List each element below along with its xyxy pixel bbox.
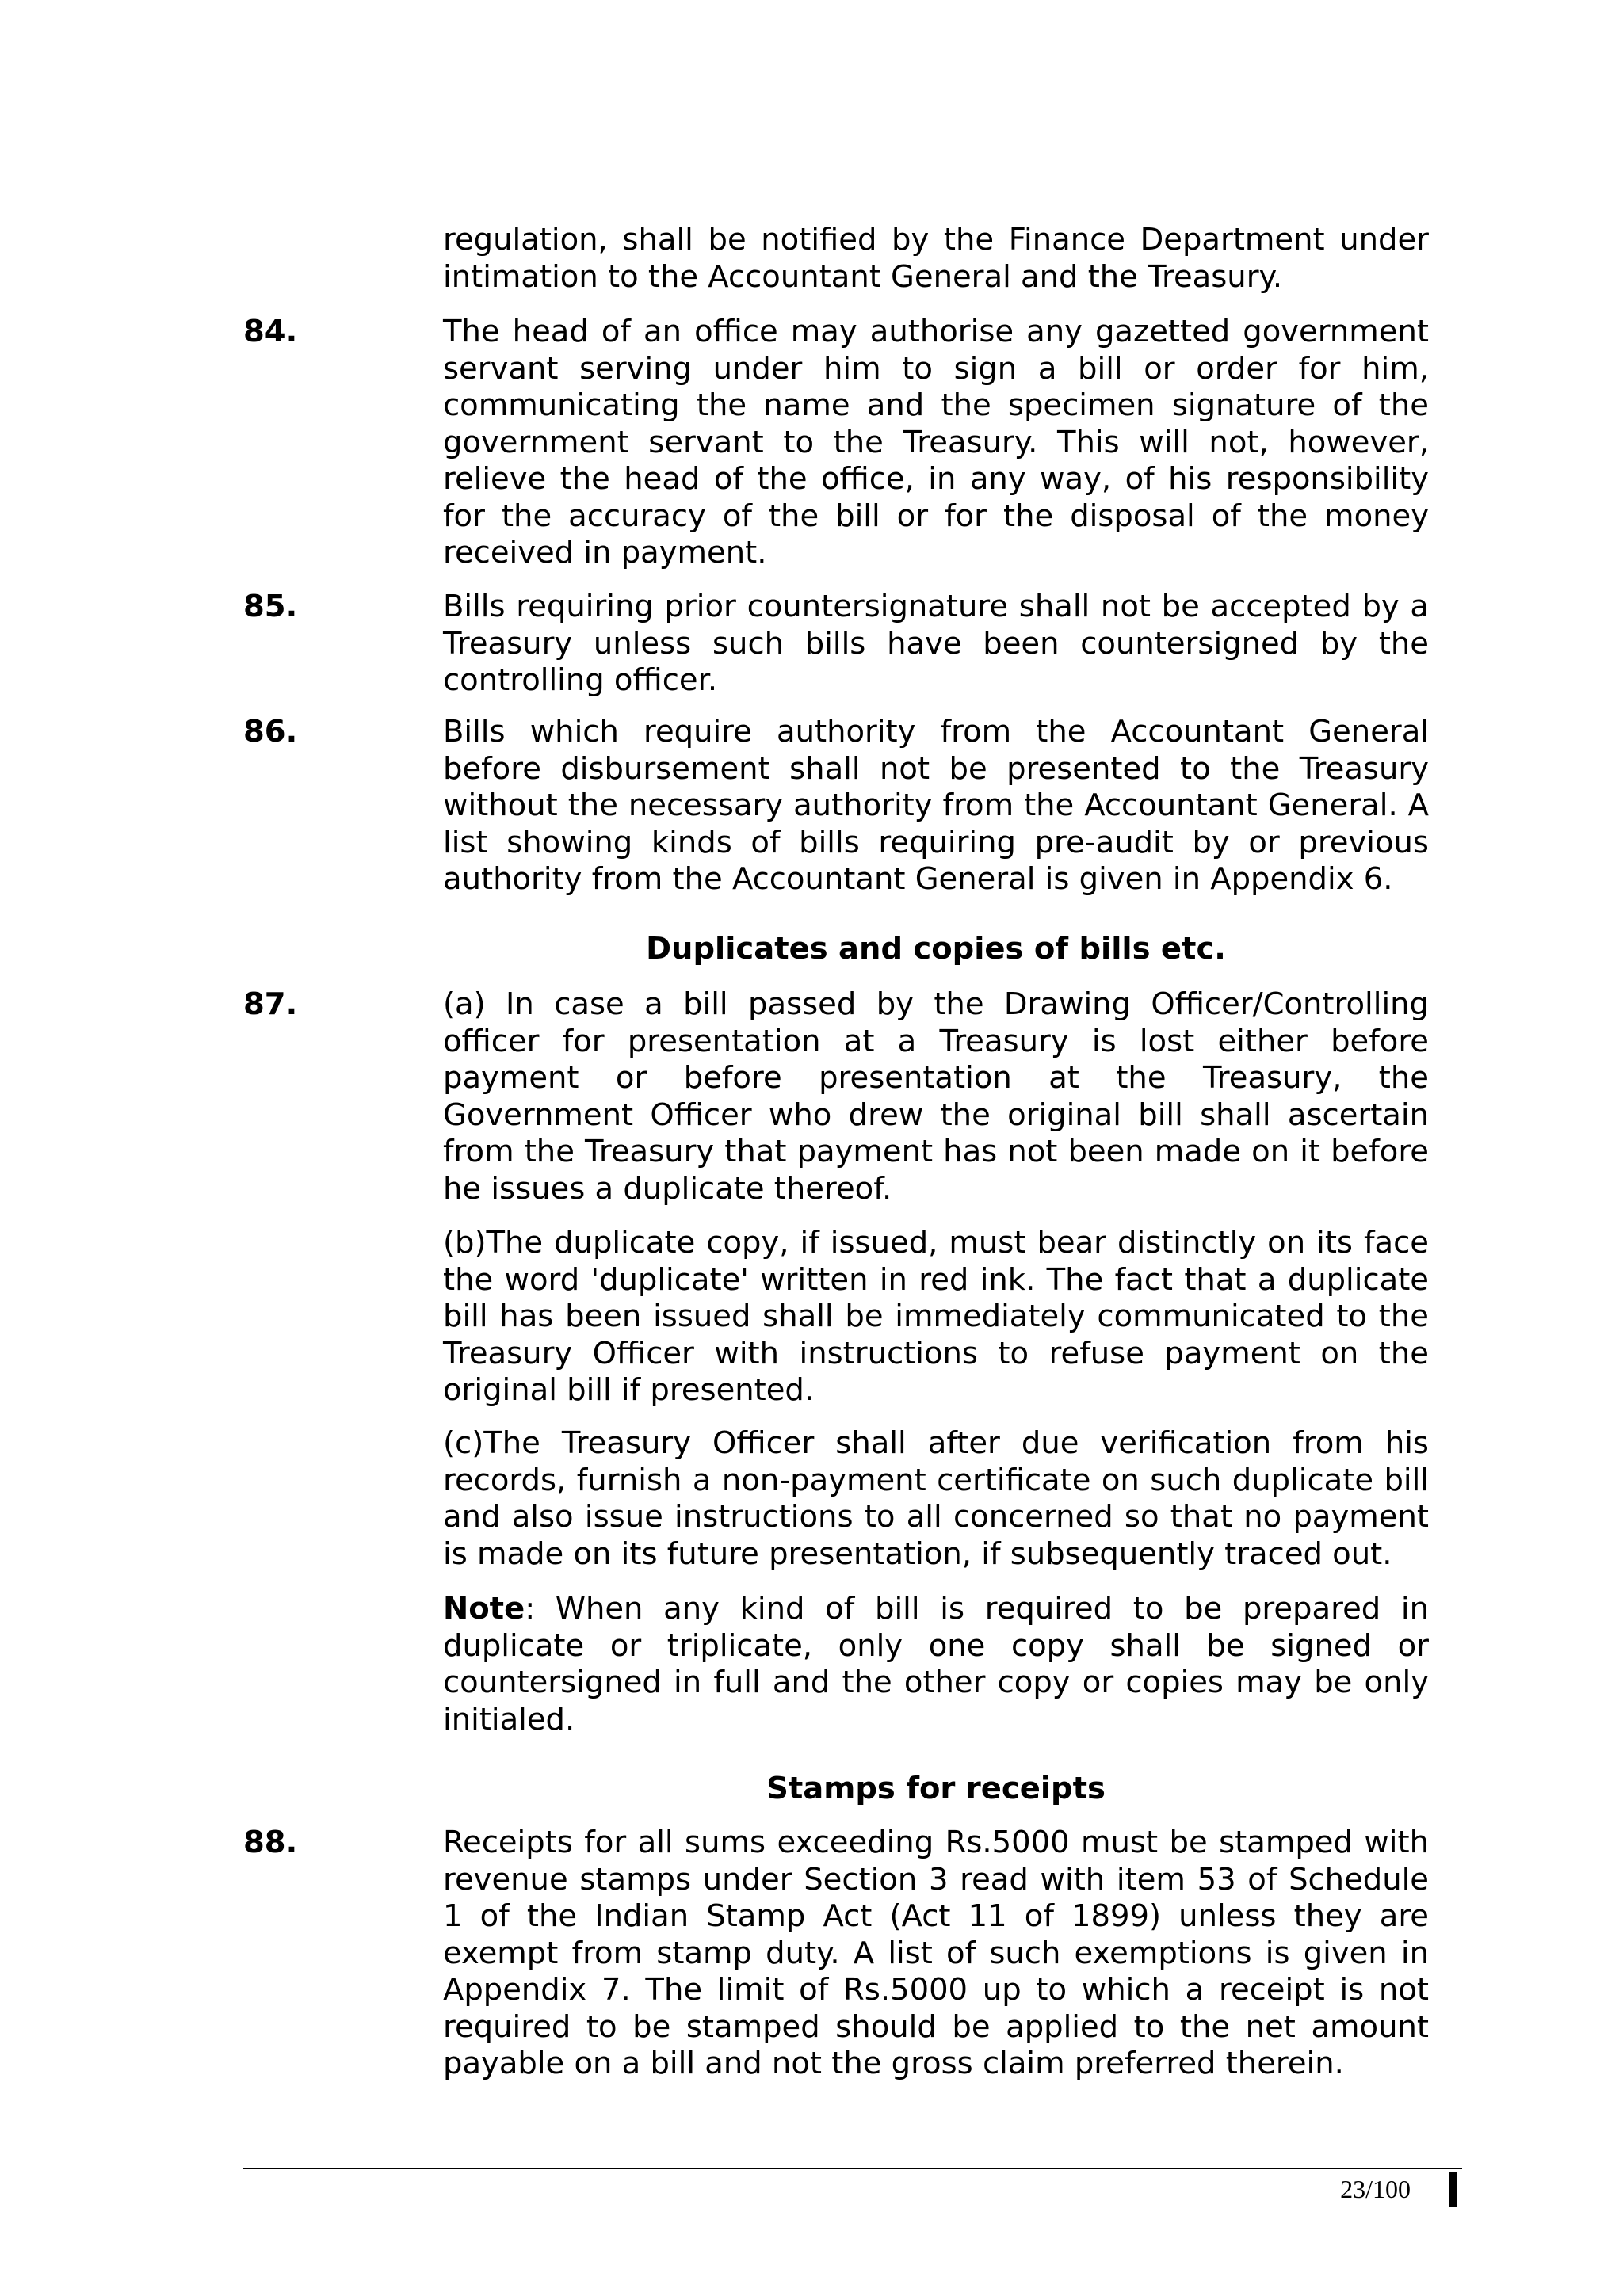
note-text: : When any kind of bill is required to be prepared in duplicate or triplicate, only one copy shall be signed or countersigned in full and the other copy or copies may be only initialed. bbox=[443, 1591, 1429, 1737]
heading-duplicates: Duplicates and copies of bills etc. bbox=[646, 931, 1226, 967]
intro-paragraph: regulation, shall be notified by the Finance Department under intimation to the Accountant General and the Treasury. bbox=[443, 222, 1429, 295]
section-87-note bbox=[443, 1591, 1429, 1738]
section-84-number: 84. bbox=[243, 314, 298, 349]
footer-rule bbox=[243, 2168, 1462, 2169]
section-87-number: 87. bbox=[243, 986, 298, 1022]
section-87-para-c: (c)The Treasury Officer shall after due verification from his records, furnish a non-payment certificate on such duplicate bill and also issue instructions to all concerned so that no payment is made on its future presentation, if subsequently traced out. bbox=[443, 1425, 1429, 1572]
section-85-number: 85. bbox=[243, 589, 298, 624]
footer-bar bbox=[1449, 2172, 1457, 2207]
section-86-text: Bills which require authority from the Accountant General before disbursement shall not be presented to the Treasury without the necessary authority from the Accountant General. A list showing kinds of bills requiring pre-audit by or previous authority from the Accountant General is given in Appendix 6. bbox=[443, 714, 1429, 897]
section-86-number: 86. bbox=[243, 714, 298, 749]
section-88-number: 88. bbox=[243, 1825, 298, 1860]
section-87-para-a: (a) In case a bill passed by the Drawing Officer/Controlling officer for presentation at a Treasury is lost either before payment or before presentation at the Treasury, the Government Officer who drew the original bill shall ascertain from the Treasury that payment has not been made on it before he issues a duplicate thereof. bbox=[443, 986, 1429, 1207]
section-88-text: Receipts for all sums exceeding Rs.5000 must be stamped with revenue stamps under Section 3 read with item 53 of Schedule 1 of the Indian Stamp Act (Act 11 of 1899) unless they are exempt from stamp duty. A list of such exemptions is given in Appendix 7. The limit of Rs.5000 up to which a receipt is not required to be stamped should be applied to the net amount payable on a bill and not the gross claim preferred therein. bbox=[443, 1825, 1429, 2081]
heading-stamps: Stamps for receipts bbox=[766, 1771, 1106, 1806]
note-label: Note bbox=[443, 1591, 525, 1627]
section-87-para-b: (b)The duplicate copy, if issued, must bear distinctly on its face the word 'duplicate' written in red ink. The fact that a duplicate bill has been issued shall be immediately communicated to the Treasury Officer with instructions to refuse payment on the original bill if presented. bbox=[443, 1225, 1429, 1408]
section-85-text: Bills requiring prior countersignature shall not be accepted by a Treasury unless such bills have been countersigned by the controlling officer. bbox=[443, 589, 1429, 698]
section-84-text: The head of an office may authorise any gazetted government servant serving under him to sign a bill or order for him, communicating the name and the specimen signature of the government servant to the Treasury. This will not, however, relieve the head of the office, in any way, of his responsibility for the accuracy of the bill or for the disposal of the money received in payment. bbox=[443, 314, 1429, 570]
page-number: 23/100 bbox=[1340, 2175, 1411, 2203]
